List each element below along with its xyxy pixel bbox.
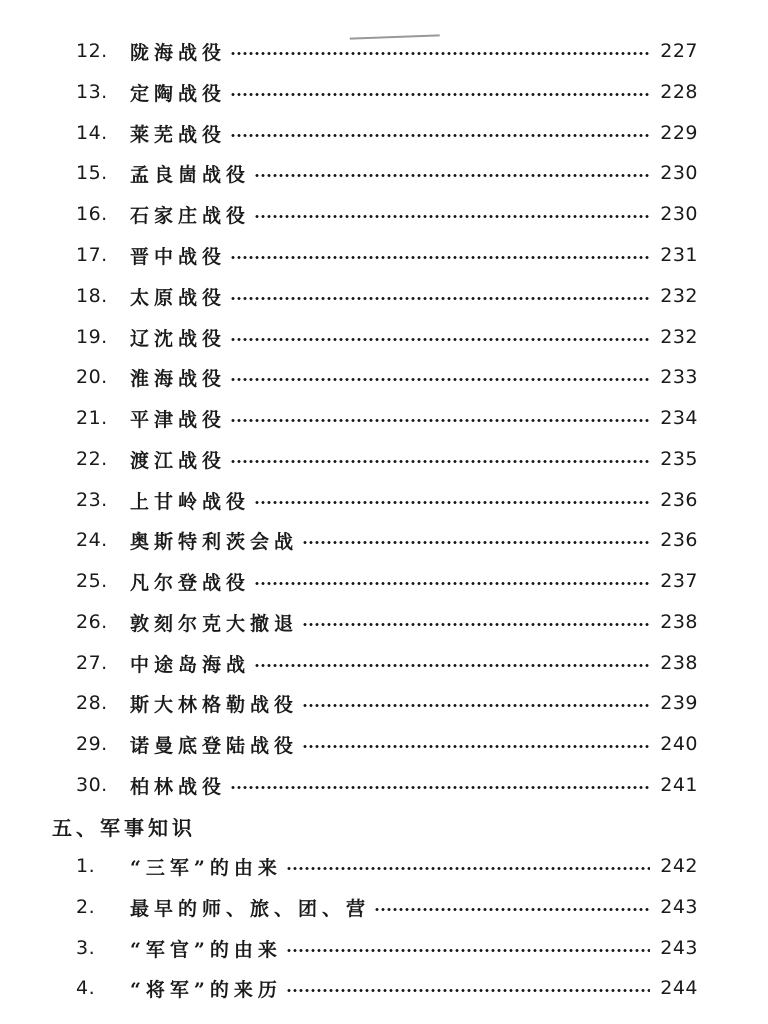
entry-page: 236 bbox=[660, 529, 698, 551]
dot-leader bbox=[302, 704, 650, 707]
entry-page: 238 bbox=[660, 611, 698, 633]
toc-entry bbox=[76, 973, 698, 1003]
entry-number: 23. bbox=[76, 489, 108, 511]
dot-leader bbox=[254, 174, 650, 177]
dot-leader bbox=[254, 664, 650, 667]
entry-number: 25. bbox=[76, 570, 108, 592]
dot-leader bbox=[230, 52, 650, 55]
entry-number: 21. bbox=[76, 407, 108, 429]
dot-leader bbox=[254, 582, 650, 585]
toc-entry bbox=[76, 403, 698, 433]
entry-number: 14. bbox=[76, 122, 108, 144]
toc-entry bbox=[76, 729, 698, 759]
toc-entry bbox=[76, 485, 698, 515]
entry-number: 28. bbox=[76, 692, 108, 714]
entry-number: 17. bbox=[76, 244, 108, 266]
entry-number: 22. bbox=[76, 448, 108, 470]
toc-entry bbox=[76, 199, 698, 229]
entry-title: 平津战役 bbox=[130, 408, 227, 431]
entry-title: 莱芜战役 bbox=[130, 123, 227, 146]
toc-entry bbox=[76, 444, 698, 474]
toc-entry bbox=[76, 322, 698, 352]
entry-number: 18. bbox=[76, 285, 108, 307]
entry-title: 诺曼底登陆战役 bbox=[130, 734, 299, 757]
entry-title: 奥斯特利茨会战 bbox=[130, 530, 299, 553]
entry-title: 晋中战役 bbox=[130, 245, 227, 268]
dot-leader bbox=[230, 419, 650, 422]
dot-leader bbox=[302, 745, 650, 748]
entry-title: 中途岛海战 bbox=[130, 653, 251, 676]
entry-number: 30. bbox=[76, 774, 108, 796]
toc-entry bbox=[76, 77, 698, 107]
dot-leader bbox=[254, 501, 650, 504]
entry-number: 4. bbox=[76, 977, 96, 999]
entry-page: 241 bbox=[660, 774, 698, 796]
entry-number: 2. bbox=[76, 896, 96, 918]
entry-title: 渡江战役 bbox=[130, 449, 227, 472]
entry-page: 230 bbox=[660, 162, 698, 184]
entry-title: 最早的师、旅、团、营 bbox=[130, 897, 371, 920]
toc-entry bbox=[76, 158, 698, 188]
entry-page: 238 bbox=[660, 652, 698, 674]
entry-number: 29. bbox=[76, 733, 108, 755]
toc-entry bbox=[76, 648, 698, 678]
entry-number: 13. bbox=[76, 81, 108, 103]
toc-entry bbox=[76, 770, 698, 800]
dot-leader bbox=[230, 786, 650, 789]
entry-number: 12. bbox=[76, 40, 108, 62]
entry-page: 235 bbox=[660, 448, 698, 470]
toc-entry bbox=[76, 362, 698, 392]
entry-page: 231 bbox=[660, 244, 698, 266]
entry-page: 244 bbox=[660, 977, 698, 999]
entry-page: 229 bbox=[660, 122, 698, 144]
toc-entry bbox=[76, 240, 698, 270]
entry-number: 24. bbox=[76, 529, 108, 551]
entry-page: 243 bbox=[660, 896, 698, 918]
entry-page: 233 bbox=[660, 366, 698, 388]
toc-entry bbox=[76, 851, 698, 881]
dot-leader bbox=[230, 134, 650, 137]
entry-number: 15. bbox=[76, 162, 108, 184]
entry-title: “将军”的来历 bbox=[130, 978, 282, 1001]
entry-number: 16. bbox=[76, 203, 108, 225]
dot-leader bbox=[230, 93, 650, 96]
entry-page: 228 bbox=[660, 81, 698, 103]
entry-title: 淮海战役 bbox=[130, 367, 227, 390]
entry-title: “三军”的由来 bbox=[130, 856, 282, 879]
section-heading: 五、军事知识 bbox=[52, 816, 196, 840]
entry-number: 19. bbox=[76, 326, 108, 348]
dot-leader bbox=[374, 908, 650, 911]
dot-leader bbox=[230, 460, 650, 463]
dot-leader bbox=[302, 541, 650, 544]
entry-title: 上甘岭战役 bbox=[130, 490, 251, 513]
entry-page: 234 bbox=[660, 407, 698, 429]
dot-leader bbox=[286, 949, 650, 952]
dot-leader bbox=[230, 338, 650, 341]
toc-entry bbox=[76, 281, 698, 311]
entry-title: 定陶战役 bbox=[130, 82, 227, 105]
dot-leader bbox=[230, 378, 650, 381]
entry-title: 凡尔登战役 bbox=[130, 571, 251, 594]
entry-number: 20. bbox=[76, 366, 108, 388]
toc-entry bbox=[76, 118, 698, 148]
entry-page: 237 bbox=[660, 570, 698, 592]
toc-entry bbox=[76, 566, 698, 596]
entry-title: 孟良崮战役 bbox=[130, 163, 251, 186]
entry-number: 3. bbox=[76, 937, 96, 959]
entry-title: 石家庄战役 bbox=[130, 204, 251, 227]
dot-leader bbox=[286, 989, 650, 992]
dot-leader bbox=[286, 867, 650, 870]
toc-entry bbox=[76, 892, 698, 922]
entry-number: 26. bbox=[76, 611, 108, 633]
toc-entry bbox=[76, 36, 698, 66]
entry-title: 柏林战役 bbox=[130, 775, 227, 798]
entry-page: 236 bbox=[660, 489, 698, 511]
toc-entry bbox=[76, 525, 698, 555]
dot-leader bbox=[302, 623, 650, 626]
entry-page: 230 bbox=[660, 203, 698, 225]
toc-entry bbox=[76, 933, 698, 963]
dot-leader bbox=[254, 215, 650, 218]
entry-title: 辽沈战役 bbox=[130, 327, 227, 350]
entry-title: 陇海战役 bbox=[130, 41, 227, 64]
entry-title: 敦刻尔克大撤退 bbox=[130, 612, 299, 635]
entry-page: 227 bbox=[660, 40, 698, 62]
entry-page: 232 bbox=[660, 326, 698, 348]
entry-page: 242 bbox=[660, 855, 698, 877]
toc-entry bbox=[76, 607, 698, 637]
entry-title: “军官”的由来 bbox=[130, 938, 282, 961]
entry-page: 239 bbox=[660, 692, 698, 714]
entry-page: 232 bbox=[660, 285, 698, 307]
entry-title: 斯大林格勒战役 bbox=[130, 693, 299, 716]
dot-leader bbox=[230, 297, 650, 300]
entry-page: 243 bbox=[660, 937, 698, 959]
entry-number: 27. bbox=[76, 652, 108, 674]
entry-title: 太原战役 bbox=[130, 286, 227, 309]
dot-leader bbox=[230, 256, 650, 259]
entry-number: 1. bbox=[76, 855, 96, 877]
toc-entry bbox=[76, 688, 698, 718]
entry-page: 240 bbox=[660, 733, 698, 755]
